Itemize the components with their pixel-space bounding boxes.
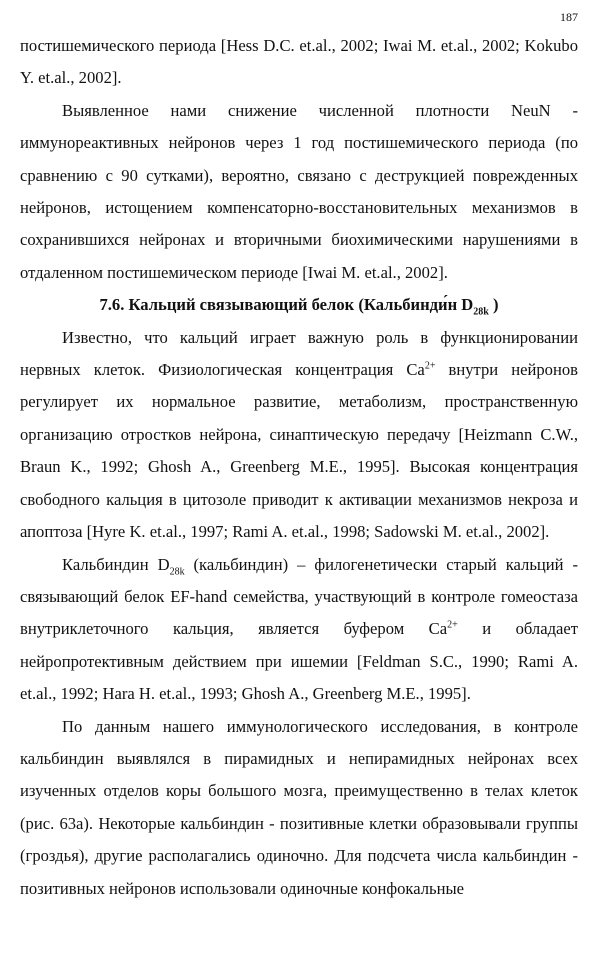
section-heading-suffix: ): [488, 295, 499, 315]
text-span: Кальбиндин D: [62, 554, 170, 574]
paragraph-calcium-role: [20, 322, 578, 549]
paragraph-neun-density: Выявленное нами снижение численной плотности NeuN - иммунореактивных нейронов через 1 год постишемического периода (по сравнению с 90 сутками), вероятно, связано с деструкцией поврежденных нейронов, истощением компенсаторно-восстановительных механизмов в сохранившихся нейронах и вторичными биохимическими нарушениями в отдаленном постишемическом периоде [Iwai M. et.al., 2002].: [20, 100, 578, 282]
section-heading-prefix: 7.6. Кальций связывающий белок (Кальбинди́н D: [99, 295, 474, 315]
text-span: внутри нейронов регулирует их нормальное развитие, метаболизм, пространственную организацию отростков нейрона, синаптическую передачу [Heizmann C.W., Braun K., 1992; Ghosh A., Greenberg M.E., 1995]. Высокая концентрация свободного кальция в цитозоле приводит к активации механизмов некроза и апоптоза [Hyre K. et.al., 1997; Rami A. et.al., 1998; Sadowski M. et.al., 2002].: [20, 360, 578, 542]
page-number: 187: [560, 10, 578, 24]
subscript: 28k: [169, 565, 185, 577]
paragraph-calbindin-definition: [20, 549, 578, 711]
paragraph-continuation: постишемического периода [Hess D.C. et.al., 2002; Iwai M. et.al., 2002; Kokubo Y. et.al., 2002].: [20, 36, 578, 88]
superscript: 2+: [424, 360, 436, 372]
text-span: и обладает нейропротективным действием при ишемии [Feldman S.C., 1990; Rami A. et.al., 1992; Hara H. et.al., 1993; Ghosh A., Greenberg M.E., 1995].: [20, 619, 578, 704]
text-span: (кальбиндин) – филогенетически старый кальций - связывающий белок EF-hand семейства, участвующий в контроле гомеостаза внутриклеточного кальция, является буфером Ca: [20, 554, 579, 639]
paragraph-immunology-findings: По данным нашего иммунологического исследования, в контроле кальбиндин выявлялся в пирамидных и непирамидных нейронах всех изученных отделов коры большого мозга, преимущественно в телах клеток (рис. 63а). Некоторые кальбиндин - позитивные клетки образовывали группы (гроздья), другие располагались одиночно. Для подсчета числа кальбиндин - позитивных нейронов использовали одиночные конфокальные: [20, 716, 578, 898]
text-span: Известно, что кальций играет важную роль в функционировании нервных клеток. Физиологическая концентрация Ca: [20, 327, 578, 380]
document-body: [20, 30, 578, 905]
section-heading-subscript: 28k: [473, 306, 489, 318]
superscript: 2+: [447, 619, 458, 631]
section-heading: [20, 289, 578, 321]
